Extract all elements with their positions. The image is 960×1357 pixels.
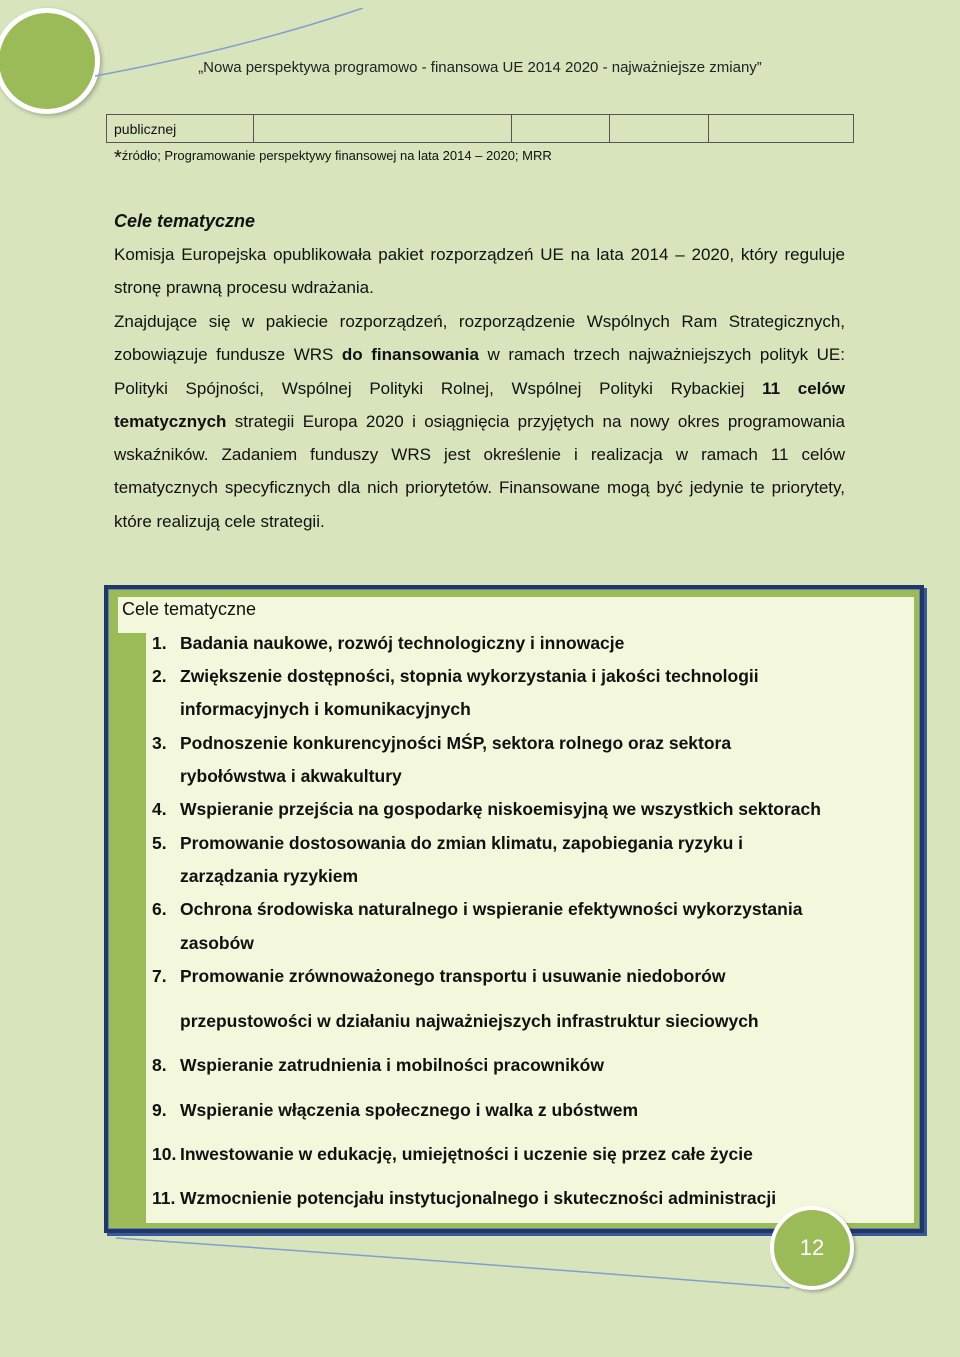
goal-text: Wzmocnienie potencjału instytucjonalnego i skuteczności administracji [180,1188,777,1208]
goal-text-cont: zarządzania ryzykiem [180,866,359,886]
goal-number: 9. [152,1100,167,1120]
table-cell [709,115,854,143]
section-heading: Cele tematyczne [114,211,256,231]
paragraph-text: Znajdujące się w pakiecie rozporządzeń, rozporządzenie Wspólnych Ram Strategicznych, zobowiązuje fundusze WRS [114,312,845,365]
page-number: 12 [799,1235,825,1260]
paragraph-bold-text: 11 celów tematycznych [114,378,845,431]
goal-number: 3. [152,733,167,753]
box-content [118,597,914,1223]
table-cell: publicznej [107,115,254,143]
box-title: Cele tematyczne [122,599,257,619]
page-header-title: „Nowa perspektywa programowo - finansowa UE 2014 2020 - najważniejsze zmiany” [198,59,762,76]
box-accent-bar [118,633,146,1223]
goal-number: 1. [152,633,167,653]
goal-number: 10. [152,1144,177,1164]
goal-text: Promowanie dostosowania do zmian klimatu, zapobiegania ryzyku i [180,833,744,853]
paragraph-text: w ramach trzech najważniejszych polityk UE: Polityki Spójności, Wspólnej Polityki Rolnej, Wspólnej Polityki Rybackiej [114,345,845,398]
goal-number: 7. [152,966,167,986]
goal-number: 5. [152,833,167,853]
source-note-text: źródło; Programowanie perspektywy finansowej na lata 2014 – 2020; MRR [121,148,552,163]
top-table-fragment [106,114,854,143]
goal-text: Wspieranie przejścia na gospodarkę niskoemisyjną we wszystkich sektorach [180,799,821,819]
paragraph-text: strategii Europa 2020 i osiągnięcia przyjętych na nowy okres programowania wskaźników. Zadaniem funduszy WRS jest określenie i realizacja w ramach 11 celów tematycznych specyficznych dla nich priorytetów. Finansowane mogą być jedynie te priorytety, które realizują cele strategii. [114,411,845,531]
table-cell [610,115,709,143]
thematic-goals-box [104,585,924,1233]
source-note [114,147,552,170]
table-cell [511,115,610,143]
goal-text: Wspieranie zatrudnienia i mobilności pracowników [180,1055,604,1075]
goal-text-cont: zasobów [180,933,254,953]
goal-text: Wspieranie włączenia społecznego i walka z ubóstwem [180,1100,639,1120]
goal-text-cont: przepustowości w działaniu najważniejszych infrastruktur sieciowych [180,1011,759,1031]
paragraph-body [114,305,845,538]
goal-number: 2. [152,666,167,686]
goal-text: Inwestowanie w edukację, umiejętności i uczenie się przez całe życie [180,1144,753,1164]
goal-number: 8. [152,1055,167,1075]
goal-number: 11. [152,1188,176,1208]
page-number-badge [770,1206,854,1290]
goal-text: Podnoszenie konkurencyjności MŚP, sektora rolnego oraz sektora [180,733,732,753]
paragraph-intro: Komisja Europejska opublikowała pakiet rozporządzeń UE na lata 2014 – 2020, który reguluje stronę prawną procesu wdrażania. [114,245,845,298]
goal-text: Zwiększenie dostępności, stopnia wykorzystania i jakości technologii [180,666,759,686]
paragraph-bold-text: do finansowania [341,345,479,365]
goal-number: 4. [152,799,167,819]
goal-text: Ochrona środowiska naturalnego i wspieranie efektywności wykorzystania [180,899,803,919]
goal-text-cont: informacyjnych i komunikacyjnych [180,699,471,719]
table-cell [253,115,511,143]
footnote-star: * [114,147,122,169]
goal-number: 6. [152,899,167,919]
goal-text-cont: rybołówstwa i akwakultury [180,766,402,786]
goal-text: Badania naukowe, rozwój technologiczny i innowacje [180,633,625,653]
footer-decorative-line [110,1228,810,1298]
goal-text: Promowanie zrównoważonego transportu i usuwanie niedoborów [180,966,726,986]
